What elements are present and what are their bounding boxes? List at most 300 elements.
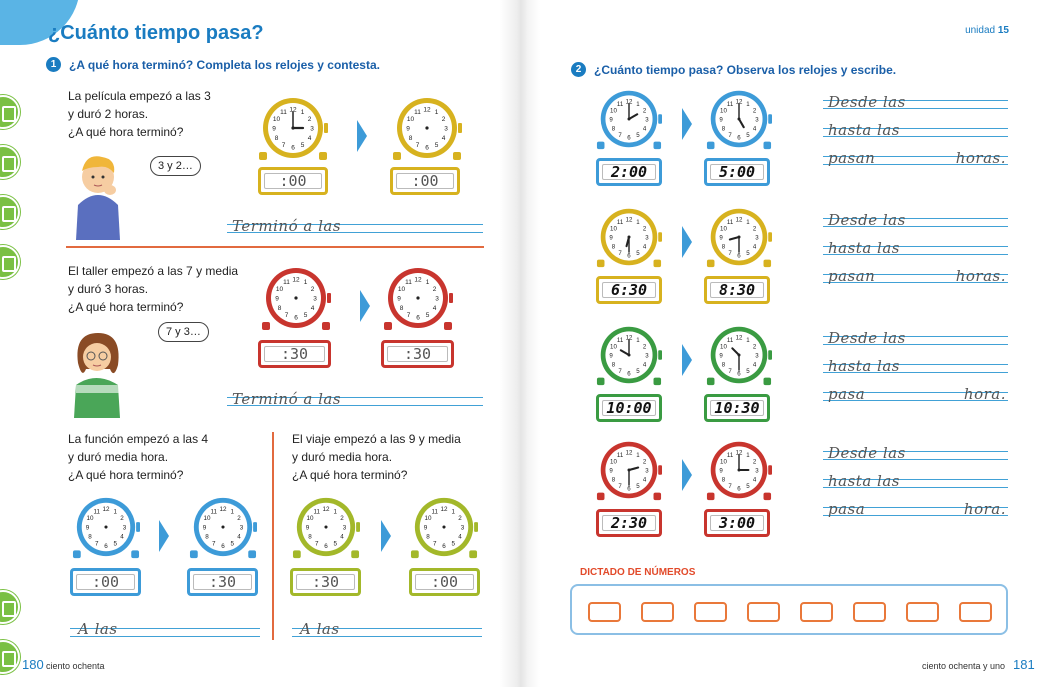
clock-c-start — [72, 493, 140, 561]
unit-number: 15 — [997, 25, 1009, 36]
clock-numeral: 1 — [333, 508, 337, 516]
side-tab-5[interactable] — [0, 640, 20, 674]
ex2-digital-from-2 — [596, 276, 662, 304]
boy-illustration — [68, 145, 128, 240]
ex2-digital-from-value: 2:30 — [602, 515, 656, 531]
clock-numeral: 5 — [300, 142, 305, 149]
problem-b-bubble: 7 y 3… — [158, 322, 209, 342]
clock-numeral: 12 — [322, 505, 330, 513]
ex2-digital-from-value: 6:30 — [602, 282, 656, 298]
clock-numeral: 2 — [120, 515, 124, 523]
arrow-a — [357, 120, 367, 152]
digital-c-start-value: :00 — [76, 574, 135, 590]
clock-numeral: 11 — [313, 508, 321, 516]
clock-numeral: 1 — [746, 451, 750, 459]
clock-numeral: 8 — [426, 533, 430, 541]
problem-d-text — [292, 430, 461, 484]
ex2-prompt-text: pasa — [828, 500, 866, 518]
clock-numeral: 1 — [636, 218, 640, 226]
problem-c-line3: ¿A qué hora terminó? — [68, 468, 184, 482]
dictation-cell[interactable] — [800, 602, 833, 622]
right-page-word: ciento ochenta y uno — [922, 661, 1006, 671]
ex2-prompt-text: Desde las — [828, 444, 906, 462]
clock-numeral: 8 — [205, 533, 209, 541]
ex2-digital-to-value: 3:00 — [710, 515, 764, 531]
clock-numeral: 12 — [292, 276, 300, 284]
arrow-c — [159, 520, 169, 552]
clock-a-end — [392, 93, 462, 163]
clock-numeral: 5 — [636, 131, 640, 139]
ex2-clock-from-1 — [596, 86, 662, 152]
ex2-digital-to-value: 8:30 — [710, 282, 764, 298]
clock-numeral: 1 — [636, 100, 640, 108]
clock-numeral: 2 — [642, 458, 647, 466]
digital-a-start-value: :00 — [264, 173, 322, 189]
clock-numeral: 3 — [122, 524, 127, 532]
clock-numeral: 12 — [219, 505, 227, 513]
ex2-prompt-text: hasta las — [828, 239, 900, 257]
clock-numeral: 9 — [609, 234, 613, 242]
ex2-digital-from-3 — [596, 394, 662, 422]
clock-numeral: 5 — [451, 540, 455, 548]
digital-d-end-value: :00 — [415, 574, 474, 590]
clock-numeral: 10 — [86, 515, 94, 523]
problem-d-line1: El viaje empezó a las 9 y media — [292, 432, 461, 446]
digital-d-end[interactable] — [409, 568, 480, 596]
separator-1 — [66, 246, 484, 248]
clock-numeral: 11 — [210, 508, 218, 516]
clock-numeral: 9 — [719, 234, 723, 242]
digital-b-start-value: :30 — [264, 346, 325, 362]
answer-c-prompt: A las — [78, 620, 118, 638]
clock-numeral: 11 — [726, 451, 734, 459]
side-tab-2[interactable] — [0, 145, 20, 179]
clock-numeral: 6 — [442, 542, 446, 550]
dictation-cell[interactable] — [588, 602, 621, 622]
clock-numeral: 11 — [726, 100, 734, 108]
clock-numeral: 4 — [458, 533, 462, 541]
clock-numeral: 1 — [636, 451, 640, 459]
clock-numeral: 8 — [308, 533, 312, 541]
clock-numeral: 1 — [300, 109, 305, 116]
arrow-b — [360, 290, 370, 322]
clock-numeral: 3 — [342, 524, 347, 532]
digital-b-start[interactable] — [258, 340, 331, 368]
clock-c-end — [189, 493, 257, 561]
clock-numeral: 3 — [435, 295, 439, 303]
clock-numeral: 2 — [752, 458, 757, 466]
clock-numeral: 6 — [737, 485, 741, 493]
ex2-clock-to-3 — [706, 322, 772, 388]
clock-numeral: 8 — [721, 361, 726, 369]
clock-numeral: 12 — [625, 449, 633, 457]
clock-numeral: 9 — [719, 116, 723, 124]
clock-numeral: 4 — [642, 243, 647, 251]
ex2-prompt-unit: hora. — [963, 500, 1006, 518]
right-page-number: 181 — [1013, 657, 1035, 672]
clock-numeral: 6 — [324, 542, 328, 550]
clock-numeral: 4 — [310, 305, 315, 312]
clock-numeral: 12 — [625, 334, 633, 342]
side-tab-4[interactable] — [0, 245, 20, 279]
clock-numeral: 7 — [728, 482, 732, 490]
digital-d-start[interactable] — [290, 568, 361, 596]
clock-numeral: 7 — [618, 131, 622, 139]
exercise1-title: ¿A qué hora terminó? Completa los relojes y contesta. — [69, 57, 380, 72]
ex2-digital-to-2 — [704, 276, 770, 304]
clock-numeral: 2 — [642, 107, 647, 115]
clock-numeral: 10 — [610, 107, 617, 115]
ex2-digital-to-3 — [704, 394, 770, 422]
clock-numeral: 5 — [434, 142, 439, 149]
clock-numeral: 11 — [616, 336, 624, 344]
clock-numeral: 1 — [425, 279, 430, 286]
clock-numeral: 11 — [283, 279, 290, 286]
digital-b-end-value: :30 — [387, 346, 448, 362]
clock-numeral: 7 — [618, 482, 622, 490]
ex2-digital-to-value: 10:30 — [710, 400, 764, 416]
ex2-prompt-text: Desde las — [828, 93, 906, 111]
clock-numeral: 4 — [642, 476, 647, 484]
clock-numeral: 9 — [609, 352, 613, 360]
clock-numeral: 8 — [88, 533, 92, 541]
clock-numeral: 1 — [746, 218, 750, 226]
digital-b-end[interactable] — [381, 340, 454, 368]
clock-numeral: 1 — [230, 508, 234, 516]
clock-numeral: 6 — [416, 314, 420, 322]
clock-numeral: 7 — [618, 249, 622, 257]
clock-numeral: 4 — [237, 533, 241, 541]
digital-d-start-value: :30 — [296, 574, 355, 590]
clock-numeral: 10 — [610, 225, 617, 233]
dictation-cell[interactable] — [853, 602, 886, 622]
clock-numeral: 5 — [425, 312, 430, 319]
clock-numeral: 4 — [120, 533, 124, 541]
clock-numeral: 10 — [272, 116, 281, 123]
clock-numeral: 4 — [752, 476, 757, 484]
dictation-cell[interactable] — [641, 602, 674, 622]
exercise2-title: ¿Cuánto tiempo pasa? Observa los relojes y escribe. — [594, 62, 897, 77]
clock-numeral: 9 — [423, 524, 428, 532]
dictation-cell[interactable] — [959, 602, 992, 622]
clock-numeral: 5 — [303, 312, 308, 319]
clock-numeral: 12 — [289, 106, 297, 114]
clock-numeral: 2 — [642, 225, 647, 233]
clock-numeral: 3 — [645, 467, 649, 475]
clock-numeral: 7 — [415, 142, 420, 149]
clock-numeral: 1 — [434, 109, 439, 116]
clock-numeral: 12 — [440, 505, 448, 513]
clock-numeral: 3 — [645, 234, 649, 242]
clock-numeral: 3 — [310, 125, 314, 133]
clock-numeral: 2 — [237, 515, 241, 523]
page-gutter — [500, 0, 540, 687]
clock-numeral: 5 — [113, 540, 117, 548]
clock-numeral: 6 — [737, 134, 741, 142]
ex2-prompt-unit: hora. — [963, 385, 1006, 403]
page-title: ¿Cuánto tiempo pasa? — [48, 22, 264, 44]
ex2-digital-from-1 — [596, 158, 662, 186]
ex2-digital-from-value: 2:00 — [602, 164, 656, 180]
clock-numeral: 4 — [441, 135, 446, 142]
clock-numeral: 7 — [433, 540, 437, 548]
digital-c-end[interactable] — [187, 568, 258, 596]
clock-numeral: 9 — [609, 467, 613, 475]
clock-numeral: 6 — [425, 144, 429, 152]
clock-numeral: 6 — [104, 542, 108, 550]
clock-numeral: 8 — [611, 125, 616, 133]
clock-numeral: 12 — [414, 276, 422, 284]
clock-numeral: 8 — [721, 476, 726, 484]
clock-numeral: 3 — [755, 352, 759, 360]
clock-numeral: 2 — [432, 286, 437, 293]
clock-numeral: 3 — [460, 524, 465, 532]
ex2-prompt-text: hasta las — [828, 121, 900, 139]
clock-numeral: 1 — [746, 336, 750, 344]
clock-numeral: 9 — [275, 295, 279, 303]
ex2-prompt-text: pasa — [828, 385, 866, 403]
ex2-clock-from-2 — [596, 204, 662, 270]
problem-b-text — [68, 262, 238, 316]
problem-c-line1: La función empezó a las 4 — [68, 432, 209, 446]
clock-numeral: 7 — [728, 249, 732, 257]
clock-numeral: 4 — [752, 243, 757, 251]
digital-a-start[interactable] — [258, 167, 328, 195]
problem-b-line2: y duró 3 horas. — [68, 282, 149, 296]
clock-numeral: 6 — [737, 370, 741, 378]
clock-numeral: 1 — [451, 508, 455, 516]
clock-numeral: 4 — [642, 361, 647, 369]
clock-numeral: 11 — [405, 279, 412, 286]
clock-numeral: 12 — [735, 449, 743, 457]
clock-numeral: 7 — [618, 367, 622, 375]
clock-numeral: 12 — [625, 216, 633, 224]
clock-numeral: 1 — [636, 336, 640, 344]
clock-numeral: 2 — [307, 116, 312, 123]
clock-numeral: 7 — [406, 312, 411, 319]
clock-numeral: 2 — [642, 343, 647, 351]
problem-a-bubble: 3 y 2… — [150, 156, 201, 176]
clock-numeral: 1 — [746, 100, 750, 108]
clock-numeral: 8 — [274, 135, 279, 142]
digital-c-end-value: :30 — [193, 574, 252, 590]
clock-numeral: 11 — [280, 109, 287, 116]
clock-numeral: 8 — [408, 135, 413, 142]
clock-numeral: 3 — [755, 116, 759, 124]
clock-numeral: 6 — [221, 542, 225, 550]
clock-numeral: 10 — [720, 107, 727, 115]
problem-a-text — [68, 87, 211, 141]
ex2-clock-from-3 — [596, 322, 662, 388]
clock-numeral: 8 — [611, 361, 616, 369]
clock-numeral: 3 — [444, 125, 448, 133]
clock-d-start — [292, 493, 360, 561]
clock-numeral: 11 — [616, 218, 624, 226]
ex2-digital-to-1 — [704, 158, 770, 186]
clock-numeral: 5 — [746, 249, 750, 257]
clock-numeral: 1 — [113, 508, 117, 516]
side-tab-1[interactable] — [0, 95, 20, 129]
clock-numeral: 11 — [93, 508, 101, 516]
clock-numeral: 10 — [424, 515, 432, 523]
digital-a-end[interactable] — [390, 167, 460, 195]
problem-b-line1: El taller empezó a las 7 y media — [68, 264, 239, 278]
clock-numeral: 5 — [636, 367, 640, 375]
clock-numeral: 10 — [720, 458, 727, 466]
clock-numeral: 5 — [746, 131, 750, 139]
digital-c-start[interactable] — [70, 568, 141, 596]
clock-numeral: 6 — [627, 252, 631, 260]
clock-numeral: 6 — [291, 144, 295, 152]
clock-numeral: 9 — [272, 125, 276, 133]
clock-numeral: 12 — [625, 98, 633, 106]
separator-2 — [272, 432, 274, 640]
clock-numeral: 12 — [423, 106, 431, 114]
clock-numeral: 6 — [627, 370, 631, 378]
side-tab-3[interactable] — [0, 195, 20, 229]
ex2-prompt-unit: horas. — [955, 149, 1006, 167]
clock-numeral: 6 — [294, 314, 298, 322]
answer-b-prompt: Terminó a las — [232, 390, 342, 408]
problem-c-text — [68, 430, 208, 484]
clock-numeral: 7 — [212, 540, 216, 548]
ex2-digital-from-value: 10:00 — [602, 400, 656, 416]
ex2-arrow-2 — [682, 226, 692, 258]
clock-numeral: 7 — [95, 540, 99, 548]
left-page-number: 180 — [22, 657, 44, 672]
clock-numeral: 4 — [307, 135, 312, 142]
clock-numeral: 3 — [645, 116, 649, 124]
clock-numeral: 9 — [85, 524, 90, 532]
side-tab-edit[interactable] — [0, 590, 20, 624]
clock-numeral: 5 — [230, 540, 234, 548]
clock-numeral: 7 — [728, 131, 732, 139]
clock-numeral: 11 — [616, 100, 624, 108]
clock-numeral: 12 — [735, 334, 743, 342]
clock-numeral: 4 — [642, 125, 647, 133]
clock-numeral: 9 — [305, 524, 310, 532]
clock-numeral: 8 — [611, 476, 616, 484]
clock-numeral: 11 — [431, 508, 439, 516]
clock-numeral: 6 — [627, 134, 631, 142]
clock-numeral: 2 — [752, 343, 757, 351]
clock-numeral: 8 — [277, 305, 282, 312]
clock-numeral: 5 — [746, 367, 750, 375]
clock-numeral: 9 — [719, 352, 723, 360]
exercise2-heading — [571, 62, 896, 77]
clock-numeral: 9 — [719, 467, 723, 475]
clock-numeral: 7 — [728, 367, 732, 375]
clock-numeral: 9 — [609, 116, 613, 124]
unit-word: unidad — [965, 25, 996, 36]
ex2-arrow-3 — [682, 344, 692, 376]
clock-numeral: 4 — [752, 125, 757, 133]
clock-numeral: 4 — [340, 533, 344, 541]
unit-label — [965, 25, 1009, 36]
clock-numeral: 4 — [752, 361, 757, 369]
ex2-prompt-text: Desde las — [828, 329, 906, 347]
digital-a-end-value: :00 — [396, 173, 454, 189]
clock-numeral: 2 — [458, 515, 462, 523]
dictation-cell[interactable] — [694, 602, 727, 622]
ex2-digital-to-value: 5:00 — [710, 164, 764, 180]
clock-numeral: 12 — [735, 216, 743, 224]
clock-numeral: 10 — [203, 515, 211, 523]
ex2-arrow-4 — [682, 459, 692, 491]
clock-b-start — [261, 263, 331, 333]
clock-numeral: 10 — [397, 286, 406, 293]
clock-numeral: 3 — [313, 295, 317, 303]
clock-numeral: 9 — [406, 125, 410, 133]
clock-numeral: 3 — [755, 467, 759, 475]
ex2-digital-from-4 — [596, 509, 662, 537]
ex2-clock-from-4 — [596, 437, 662, 503]
clock-d-end — [410, 493, 478, 561]
ex2-prompt-text: hasta las — [828, 472, 900, 490]
problem-b-line3: ¿A qué hora terminó? — [68, 300, 184, 314]
clock-numeral: 8 — [399, 305, 404, 312]
clock-numeral: 7 — [281, 142, 286, 149]
clock-numeral: 3 — [239, 524, 244, 532]
clock-numeral: 11 — [414, 109, 421, 116]
clock-numeral: 5 — [636, 249, 640, 257]
clock-numeral: 10 — [610, 458, 617, 466]
ex2-digital-to-4 — [704, 509, 770, 537]
clock-numeral: 8 — [721, 243, 726, 251]
dictation-title: DICTADO DE NÚMEROS — [580, 567, 696, 578]
ex2-prompt-unit: horas. — [955, 267, 1006, 285]
clock-numeral: 5 — [746, 482, 750, 490]
clock-numeral: 6 — [737, 252, 741, 260]
clock-a-start — [258, 93, 328, 163]
problem-a-line2: y duró 2 horas. — [68, 107, 149, 121]
clock-numeral: 4 — [432, 305, 437, 312]
clock-numeral: 3 — [645, 352, 649, 360]
clock-numeral: 11 — [616, 451, 624, 459]
clock-numeral: 10 — [406, 116, 415, 123]
girl-illustration — [66, 323, 128, 418]
ex2-clock-to-1 — [706, 86, 772, 152]
ex2-clock-to-4 — [706, 437, 772, 503]
clock-numeral: 12 — [102, 505, 110, 513]
ex2-clock-to-2 — [706, 204, 772, 270]
clock-numeral: 5 — [333, 540, 337, 548]
ex2-arrow-1 — [682, 108, 692, 140]
clock-numeral: 7 — [284, 312, 289, 319]
problem-a-line1: La película empezó a las 3 — [68, 89, 211, 103]
clock-numeral: 2 — [752, 225, 757, 233]
dictation-cell[interactable] — [747, 602, 780, 622]
clock-numeral: 10 — [610, 343, 617, 351]
clock-numeral: 1 — [303, 279, 308, 286]
clock-numeral: 2 — [752, 107, 757, 115]
ex2-prompt-text: pasan — [828, 149, 876, 167]
clock-numeral: 10 — [275, 286, 284, 293]
ex2-prompt-text: pasan — [828, 267, 876, 285]
clock-numeral: 2 — [310, 286, 315, 293]
problem-d-line3: ¿A qué hora terminó? — [292, 468, 408, 482]
clock-numeral: 10 — [720, 343, 727, 351]
clock-b-end — [383, 263, 453, 333]
clock-numeral: 6 — [627, 485, 631, 493]
dictation-cell[interactable] — [906, 602, 939, 622]
clock-numeral: 3 — [755, 234, 759, 242]
clock-numeral: 10 — [720, 225, 727, 233]
clock-numeral: 9 — [397, 295, 401, 303]
clock-numeral: 11 — [726, 336, 734, 344]
clock-numeral: 8 — [611, 243, 616, 251]
clock-numeral: 2 — [441, 116, 446, 123]
